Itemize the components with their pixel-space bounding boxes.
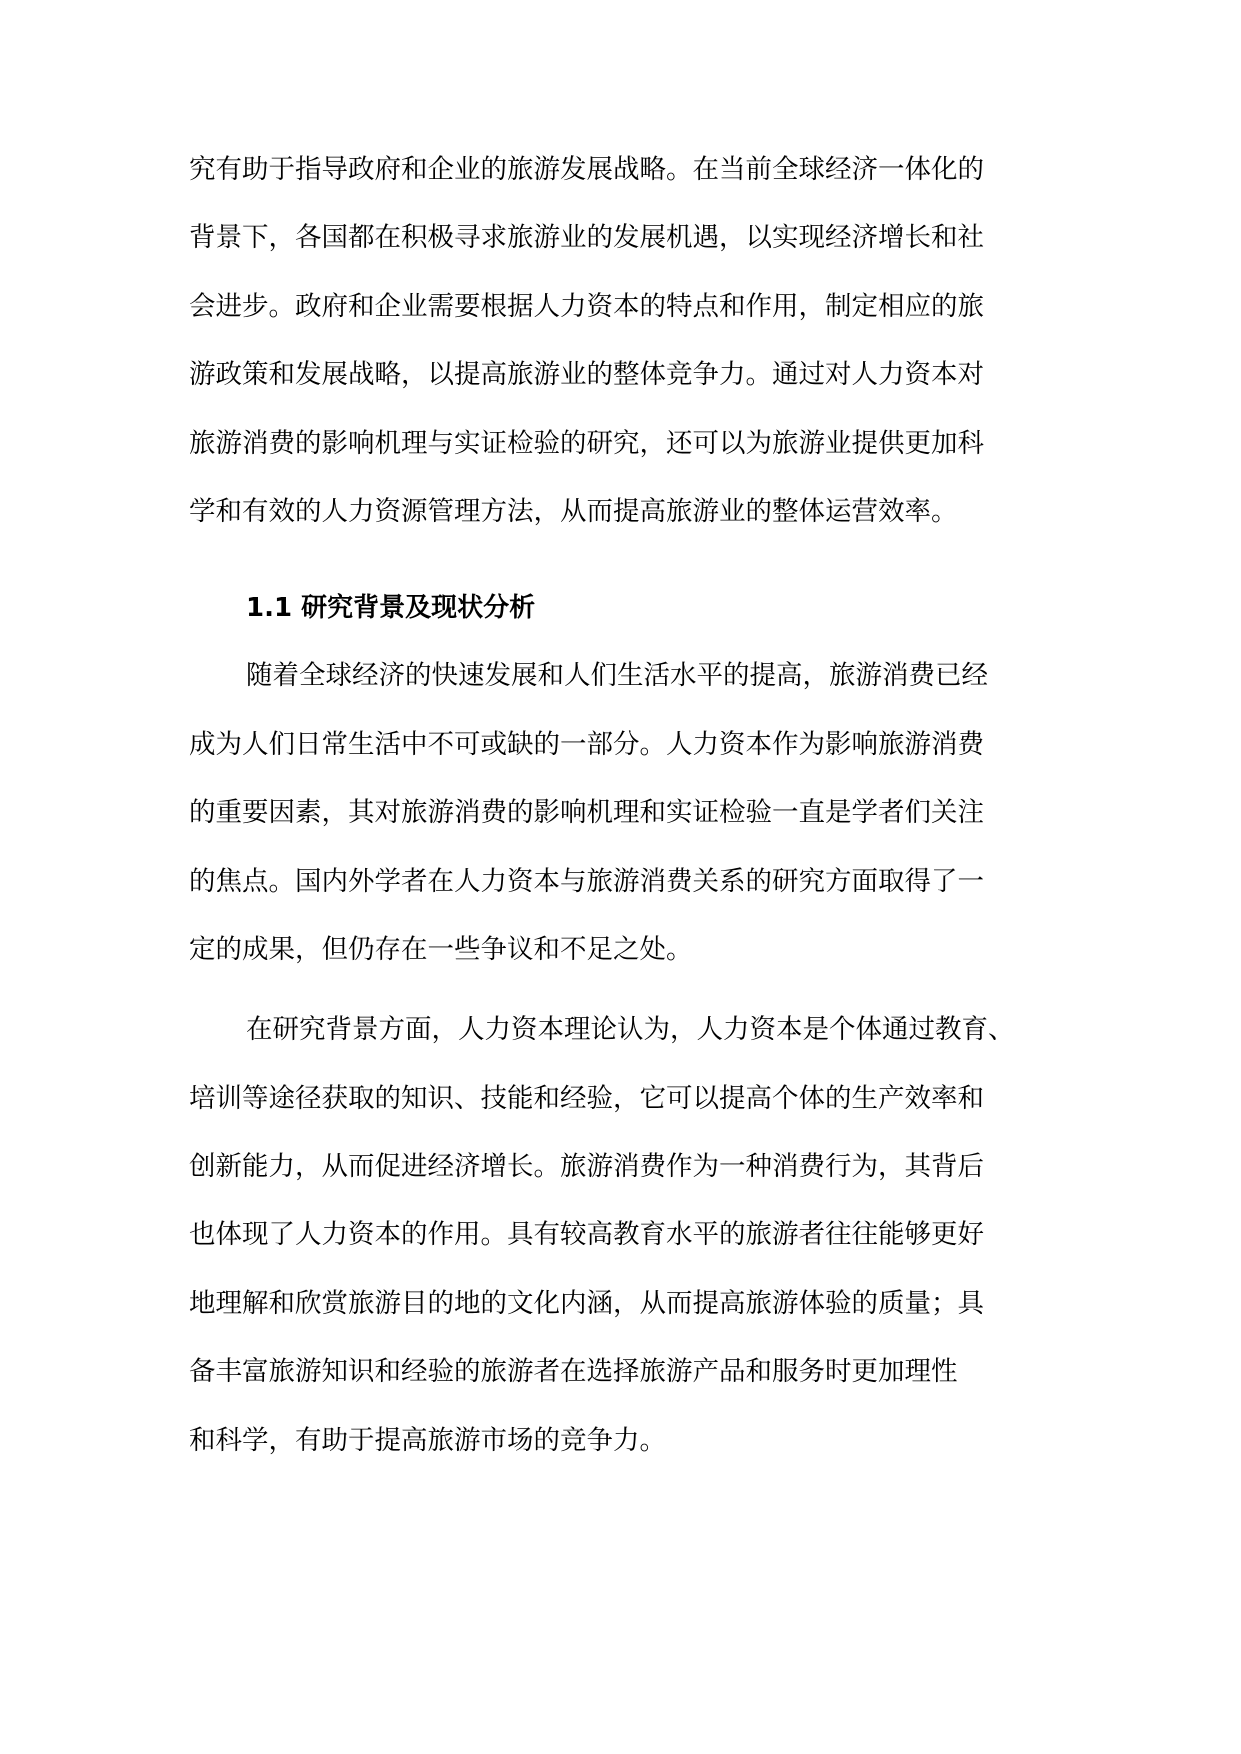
paragraph-line: 学和有效的人力资源管理方法，从而提高旅游业的整体运营效率。 <box>189 495 958 527</box>
paragraph-line: 游政策和发展战略，以提高旅游业的整体竞争力。通过对人力资本对 <box>189 359 984 391</box>
spacer <box>189 984 1052 996</box>
paragraph-background-2 <box>189 996 1052 1475</box>
page-content <box>189 136 1052 1475</box>
paragraph-line: 和科学，有助于提高旅游市场的竞争力。 <box>189 1424 666 1456</box>
paragraph-line: 定的成果，但仍存在一些争议和不足之处。 <box>189 933 693 965</box>
paragraph-line: 创新能力，从而促进经济增长。旅游消费作为一种消费行为，其背后 <box>189 1151 984 1183</box>
paragraph-line: 培训等途径获取的知识、技能和经验，它可以提高个体的生产效率和 <box>189 1082 984 1114</box>
paragraph-line: 的焦点。国内外学者在人力资本与旅游消费关系的研究方面取得了一 <box>189 865 984 897</box>
paragraph-line: 在研究背景方面，人力资本理论认为，人力资本是个体通过教育、 <box>246 1014 1015 1046</box>
paragraph-background-1 <box>189 642 1052 984</box>
paragraph-line: 成为人们日常生活中不可或缺的一部分。人力资本作为影响旅游消费 <box>189 728 984 760</box>
paragraph-line: 随着全球经济的快速发展和人们生活水平的提高，旅游消费已经 <box>246 660 988 692</box>
paragraph-line: 旅游消费的影响机理与实证检验的研究，还可以为旅游业提供更加科 <box>189 427 984 459</box>
paragraph-line: 也体现了人力资本的作用。具有较高教育水平的旅游者往往能够更好 <box>189 1219 984 1251</box>
paragraph-line: 会进步。政府和企业需要根据人力资本的特点和作用，制定相应的旅 <box>189 290 984 322</box>
paragraph-line: 备丰富旅游知识和经验的旅游者在选择旅游产品和服务时更加理性 <box>189 1356 958 1388</box>
spacer <box>189 546 1052 588</box>
paragraph-line: 的重要因素，其对旅游消费的影响机理和实证检验一直是学者们关注 <box>189 797 984 829</box>
paragraph-line: 地理解和欣赏旅游目的地的文化内涵，从而提高旅游体验的质量；具 <box>189 1287 984 1319</box>
paragraph-line: 背景下，各国都在积极寻求旅游业的发展机遇，以实现经济增长和社 <box>189 222 984 254</box>
paragraph-line: 究有助于指导政府和企业的旅游发展战略。在当前全球经济一体化的 <box>189 154 984 185</box>
section-heading: 1.1 研究背景及现状分析 <box>246 593 536 624</box>
paragraph-intro <box>189 136 1052 546</box>
